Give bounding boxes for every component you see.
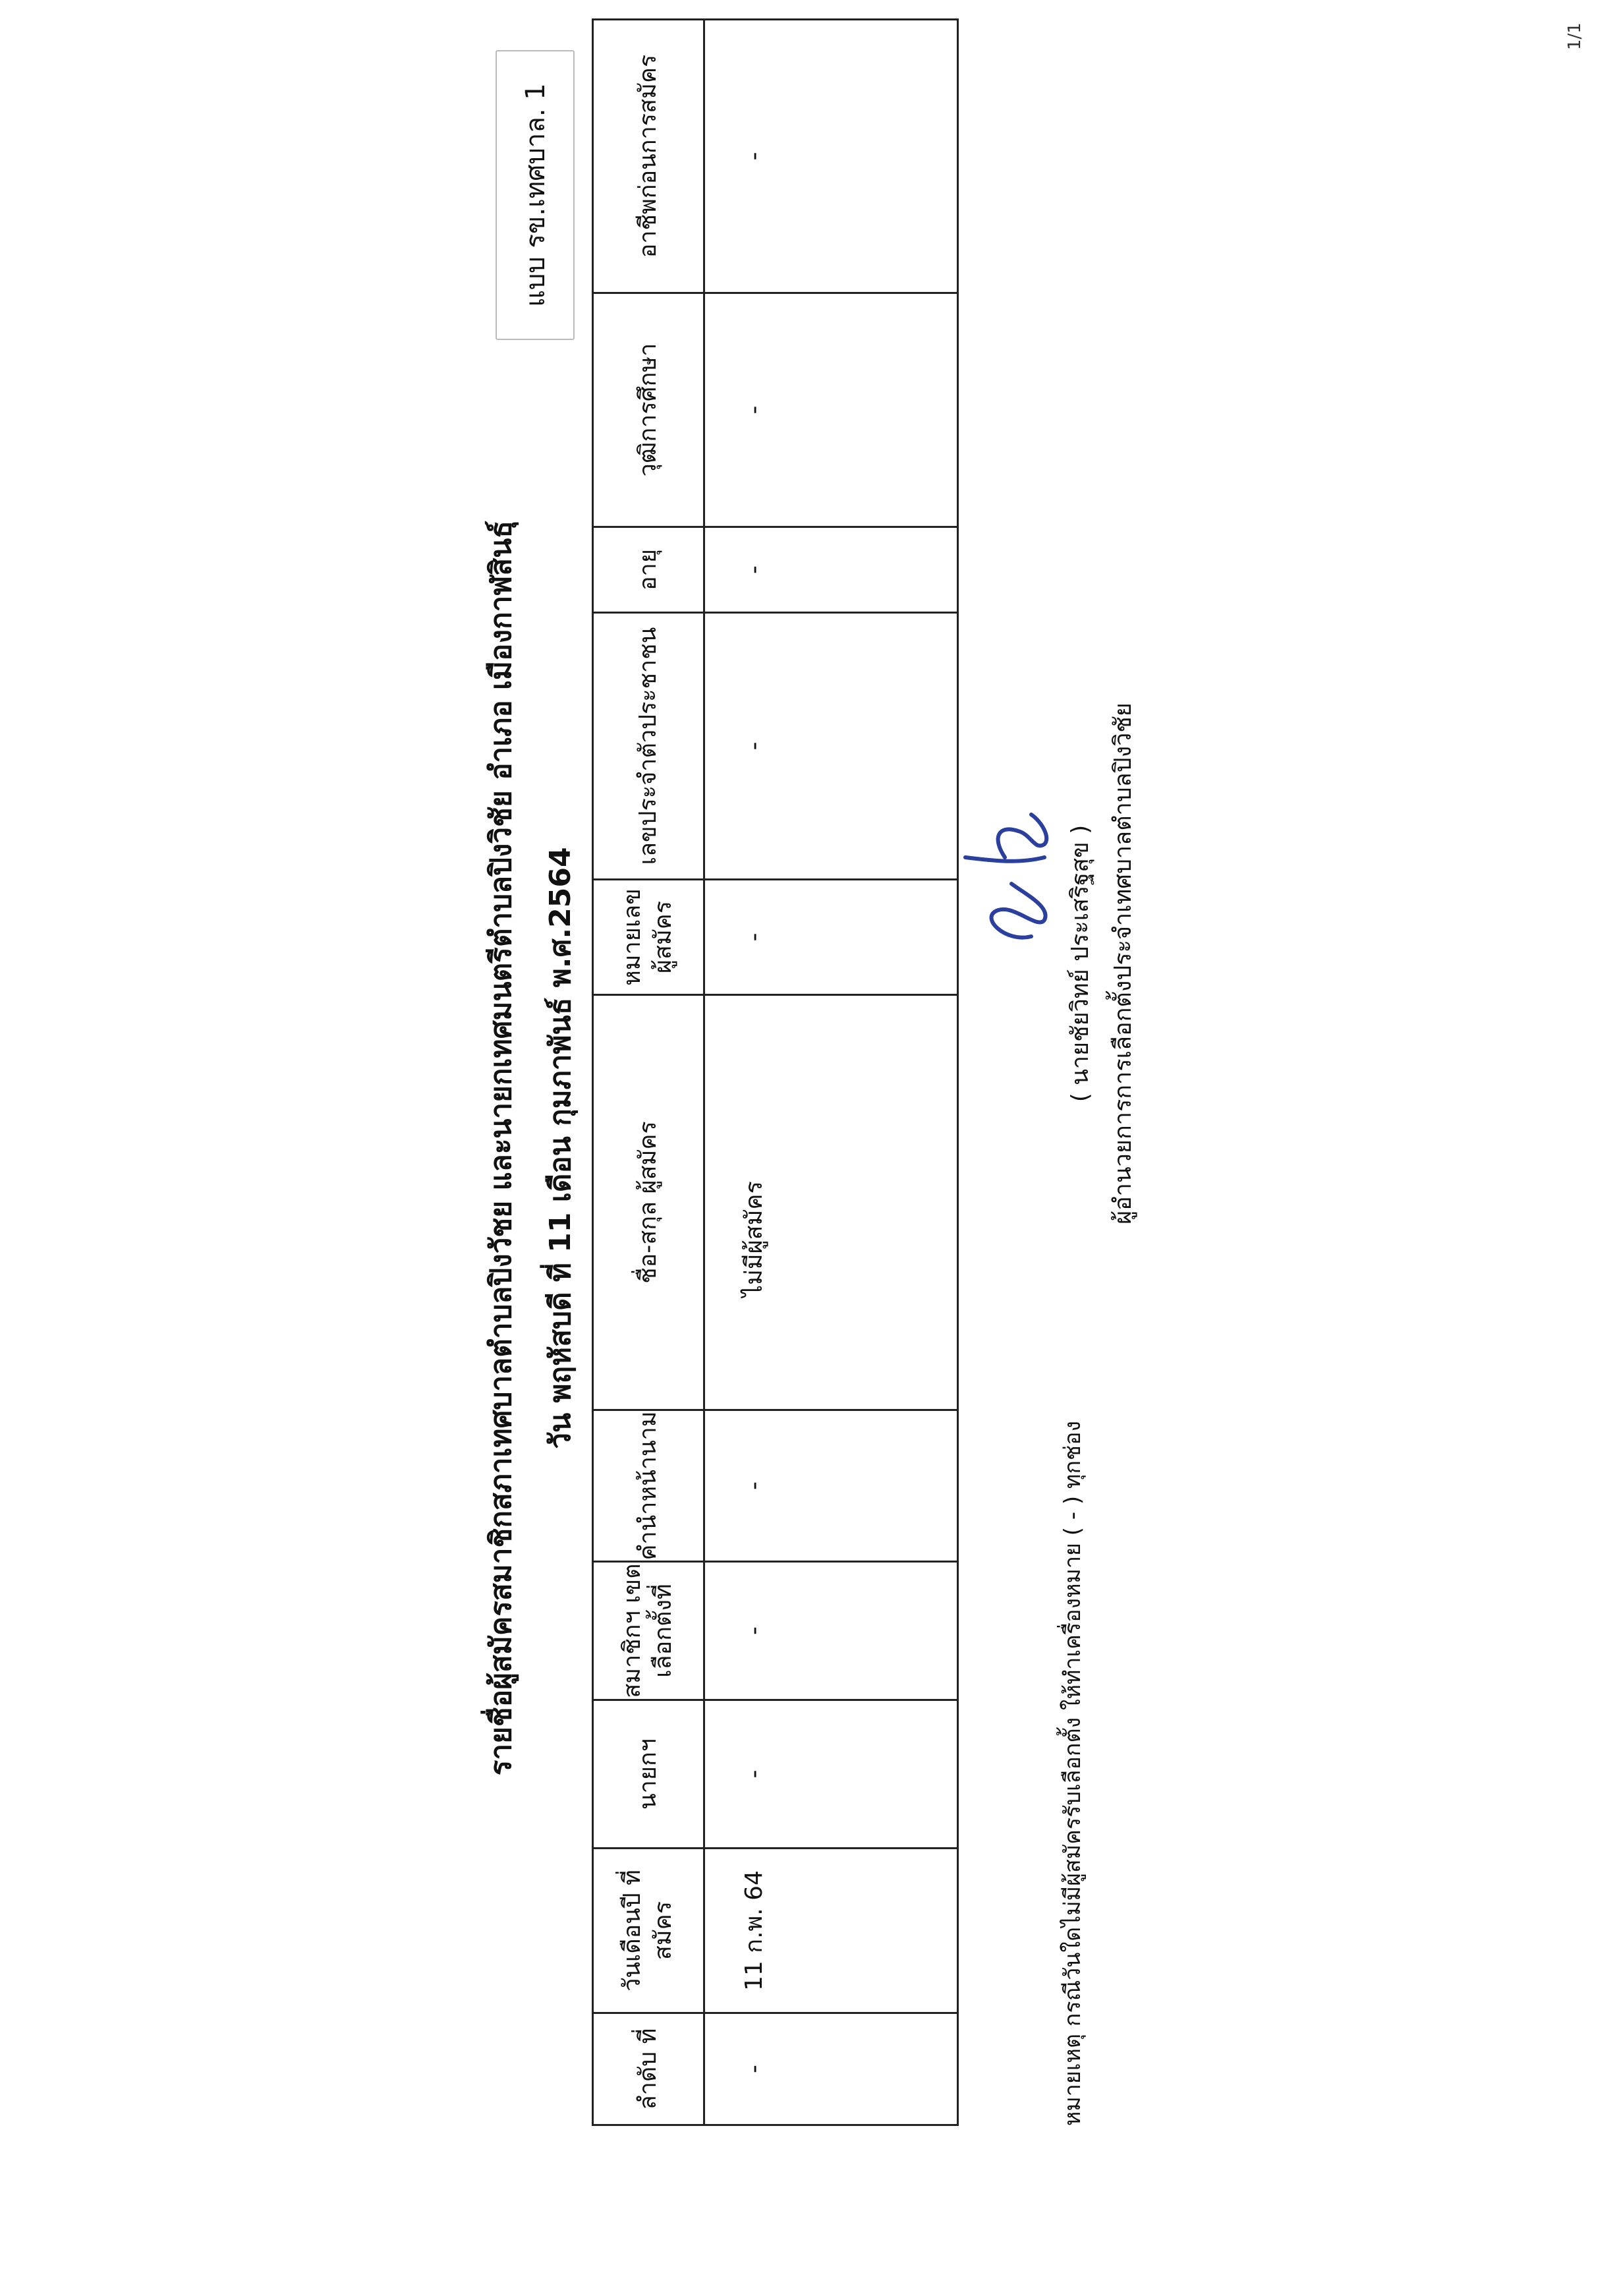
col-header-full-name: ชื่อ-สกุล ผู้สมัคร xyxy=(593,995,704,1410)
document-subtitle-date: วัน พฤหัสบดี ที่ 11 เดือน กุมภาพันธ์ พ.ศ.2564 xyxy=(544,847,577,1449)
handwritten-signature xyxy=(952,679,1058,956)
cell-occupation: - xyxy=(704,20,958,293)
cell-apply-date: 11 ก.พ. 64 xyxy=(704,1849,958,2013)
col-header-mayor: นายกฯ xyxy=(593,1700,704,1849)
form-code-box: แบบ รข.เทศบาล. 1 xyxy=(496,50,575,340)
col-header-occupation: อาชีพก่อนการสมัคร xyxy=(593,20,704,293)
footnote-remark: หมายเหตุ กรณีวันใดไม่มีผู้สมัครรับเลือกตั้ง ให้ทำเครื่องหมาย ( - ) ทุกช่อง xyxy=(1060,1420,1086,2126)
cell-full-name: ไม่มีผู้สมัคร xyxy=(704,995,958,1410)
signer-name: ( นายชัยวิทย์ ประเสริฐสุข ) xyxy=(1067,824,1094,1103)
candidate-table xyxy=(592,18,959,2126)
col-header-apply-date: วันเดือนปี ที่สมัคร xyxy=(593,1849,704,2013)
col-header-education: วุฒิการศึกษา xyxy=(593,293,704,527)
col-header-council-district: สมาชิกฯ เขตเลือกตั้งที่ xyxy=(593,1562,704,1700)
cell-council-district: - xyxy=(704,1562,958,1700)
cell-education: - xyxy=(704,293,958,527)
signer-title: ผู้อำนวยการการเลือกตั้งประจำเทศบาลตำบลปิงวิชัย xyxy=(1110,703,1137,1224)
page-number: 1/1 xyxy=(1565,22,1585,50)
col-header-candidate-number: หมายเลข ผู้สมัคร xyxy=(593,880,704,995)
cell-order: - xyxy=(704,2013,958,2125)
col-header-id-number: เลขประจำตัวประชาชน xyxy=(593,613,704,880)
document-title: รายชื่อผู้สมัครสมาชิกสภาเทศบาลตำบลปิงวัชย และนายกเทศมนตรีตำบลปิงวิชัย อำเภอ เมืองกาฬสินธุ์ xyxy=(484,520,518,1776)
col-header-prefix: คำนำหน้านาม xyxy=(593,1410,704,1562)
cell-candidate-number: - xyxy=(704,880,958,995)
col-header-age: อายุ xyxy=(593,527,704,613)
table-row xyxy=(704,20,958,2125)
cell-prefix: - xyxy=(704,1410,958,1562)
col-header-order: ลำดับ ที่ xyxy=(593,2013,704,2125)
table-header-row xyxy=(593,20,704,2125)
cell-age: - xyxy=(704,527,958,613)
cell-id-number: - xyxy=(704,613,958,880)
cell-mayor: - xyxy=(704,1700,958,1849)
